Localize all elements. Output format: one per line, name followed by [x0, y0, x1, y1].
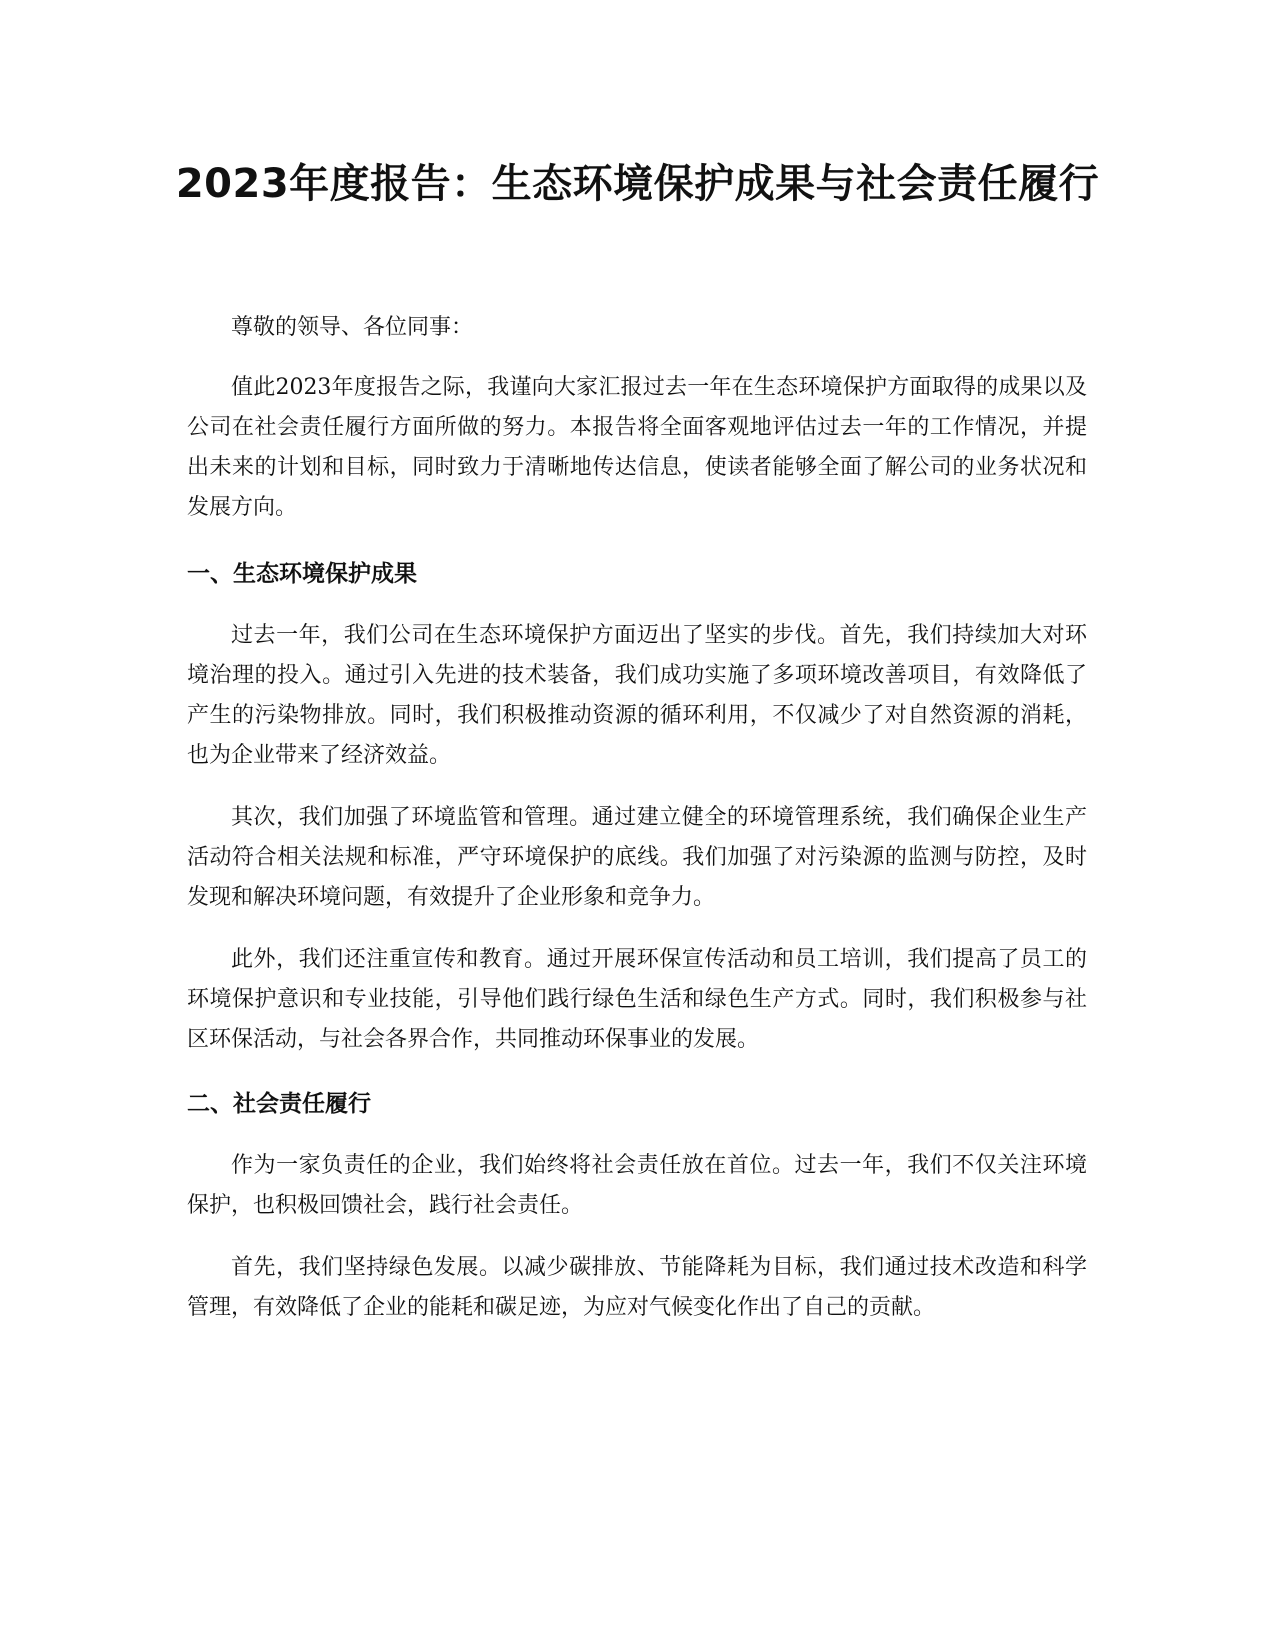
environment-paragraph-3: 此外，我们还注重宣传和教育。通过开展环保宣传活动和员工培训，我们提高了员工的环境保护意识和专业技能，引导他们践行绿色生活和绿色生产方式。同时，我们积极参与社区环保活动，与社会各界合作，共同推动环保事业的发展。	[187, 947, 1087, 1052]
environment-paragraph-1: 过去一年，我们公司在生态环境保护方面迈出了坚实的步伐。首先，我们持续加大对环境治理的投入。通过引入先进的技术装备，我们成功实施了多项环境改善项目，有效降低了产生的污染物排放。同时，我们积极推动资源的循环利用，不仅减少了对自然资源的消耗，也为企业带来了经济效益。	[187, 623, 1087, 768]
social-paragraph-2: 首先，我们坚持绿色发展。以减少碳排放、节能降耗为目标，我们通过技术改造和科学管理，有效降低了企业的能耗和碳足迹，为应对气候变化作出了自己的贡献。	[187, 1255, 1087, 1320]
document-title: 2023年度报告：生态环境保护成果与社会责任履行	[175, 161, 1100, 207]
environment-paragraph-2: 其次，我们加强了环境监管和管理。通过建立健全的环境管理系统，我们确保企业生产活动符合相关法规和标准，严守环境保护的底线。我们加强了对污染源的监测与防控，及时发现和解决环境问题，有效提升了企业形象和竞争力。	[187, 805, 1087, 910]
intro-paragraph: 值此2023年度报告之际，我谨向大家汇报过去一年在生态环境保护方面取得的成果以及公司在社会责任履行方面所做的努力。本报告将全面客观地评估过去一年的工作情况，并提出未来的计划和目标，同时致力于清晰地传达信息，使读者能够全面了解公司的业务状况和发展方向。	[187, 375, 1087, 520]
social-paragraph-1: 作为一家负责任的企业，我们始终将社会责任放在首位。过去一年，我们不仅关注环境保护，也积极回馈社会，践行社会责任。	[187, 1153, 1087, 1218]
section-heading-social-responsibility: 二、社会责任履行	[187, 1091, 371, 1117]
section-heading-environment: 一、生态环境保护成果	[187, 561, 417, 587]
greeting: 尊敬的领导、各位同事：	[231, 315, 474, 340]
